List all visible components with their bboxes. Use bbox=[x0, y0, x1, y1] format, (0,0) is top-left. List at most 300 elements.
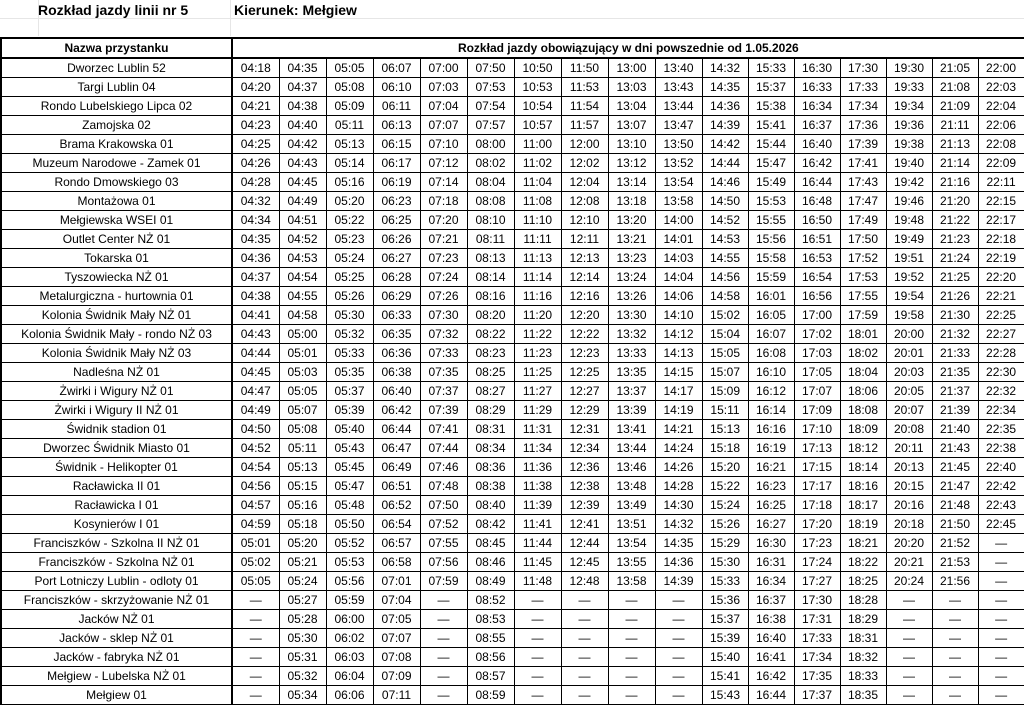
stop-name: Franciszków - Szkolna II NŻ 01 bbox=[1, 534, 232, 553]
departure-time: 15:26 bbox=[702, 515, 748, 534]
departure-time: 13:04 bbox=[608, 97, 655, 116]
departure-time: 13:40 bbox=[655, 58, 702, 78]
departure-time: 16:12 bbox=[748, 382, 794, 401]
stop-name: Jacków NŻ 01 bbox=[1, 610, 232, 629]
departure-time: 17:35 bbox=[794, 667, 840, 686]
departure-time: 07:26 bbox=[420, 287, 467, 306]
departure-time: 13:58 bbox=[655, 192, 702, 211]
departure-time: — bbox=[932, 686, 978, 705]
stop-name: Świdnik - Helikopter 01 bbox=[1, 458, 232, 477]
departure-time: — bbox=[886, 648, 932, 667]
stop-name: Jacków - fabryka NŻ 01 bbox=[1, 648, 232, 667]
departure-time: 11:20 bbox=[514, 306, 561, 325]
departure-time: 05:30 bbox=[279, 629, 326, 648]
departure-time: 07:03 bbox=[420, 78, 467, 97]
departure-time: 15:09 bbox=[702, 382, 748, 401]
table-row bbox=[1, 192, 1024, 211]
departure-time: — bbox=[886, 591, 932, 610]
table-row bbox=[1, 667, 1024, 686]
departure-time: — bbox=[978, 591, 1024, 610]
departure-time: — bbox=[978, 610, 1024, 629]
departure-time: — bbox=[608, 667, 655, 686]
departure-time: 14:52 bbox=[702, 211, 748, 230]
departure-time: — bbox=[932, 629, 978, 648]
departure-time: 05:23 bbox=[326, 230, 373, 249]
departure-time: 15:33 bbox=[748, 58, 794, 78]
departure-time: 15:41 bbox=[748, 116, 794, 135]
departure-time: 07:52 bbox=[420, 515, 467, 534]
departure-time: 13:47 bbox=[655, 116, 702, 135]
departure-time: 11:53 bbox=[561, 78, 608, 97]
stop-name: Dworzec Świdnik Miasto 01 bbox=[1, 439, 232, 458]
departure-time: 10:54 bbox=[514, 97, 561, 116]
departure-time: 22:32 bbox=[978, 382, 1024, 401]
departure-time: — bbox=[514, 648, 561, 667]
departure-time: 16:16 bbox=[748, 420, 794, 439]
departure-time: 18:25 bbox=[840, 572, 886, 591]
departure-time: 20:05 bbox=[886, 382, 932, 401]
departure-time: 08:53 bbox=[467, 610, 514, 629]
departure-time: 14:53 bbox=[702, 230, 748, 249]
departure-time: 14:15 bbox=[655, 363, 702, 382]
departure-time: 21:39 bbox=[932, 401, 978, 420]
departure-time: — bbox=[232, 667, 279, 686]
departure-time: 22:38 bbox=[978, 439, 1024, 458]
departure-time: 05:13 bbox=[279, 458, 326, 477]
departure-time: 07:39 bbox=[420, 401, 467, 420]
departure-time: 08:40 bbox=[467, 496, 514, 515]
departure-time: 16:53 bbox=[794, 249, 840, 268]
departure-time: — bbox=[420, 667, 467, 686]
departure-time: 17:33 bbox=[840, 78, 886, 97]
departure-time: 19:30 bbox=[886, 58, 932, 78]
departure-time: 12:00 bbox=[561, 135, 608, 154]
departure-time: 07:46 bbox=[420, 458, 467, 477]
departure-time: 20:08 bbox=[886, 420, 932, 439]
departure-time: 22:09 bbox=[978, 154, 1024, 173]
table-row bbox=[1, 154, 1024, 173]
departure-time: 17:18 bbox=[794, 496, 840, 515]
departure-time: 22:30 bbox=[978, 363, 1024, 382]
departure-time: 22:00 bbox=[978, 58, 1024, 78]
departure-time: 06:07 bbox=[373, 58, 420, 78]
departure-time: 10:53 bbox=[514, 78, 561, 97]
departure-time: — bbox=[420, 648, 467, 667]
departure-time: 07:04 bbox=[373, 591, 420, 610]
departure-time: 12:44 bbox=[561, 534, 608, 553]
departure-time: 16:44 bbox=[794, 173, 840, 192]
departure-time: — bbox=[514, 667, 561, 686]
departure-time: 18:28 bbox=[840, 591, 886, 610]
departure-time: 17:15 bbox=[794, 458, 840, 477]
departure-time: 05:24 bbox=[279, 572, 326, 591]
departure-time: 18:14 bbox=[840, 458, 886, 477]
departure-time: 16:10 bbox=[748, 363, 794, 382]
departure-time: 15:18 bbox=[702, 439, 748, 458]
stop-name: Żwirki i Wigury II NŻ 01 bbox=[1, 401, 232, 420]
departure-time: 15:36 bbox=[702, 591, 748, 610]
departure-time: — bbox=[655, 648, 702, 667]
departure-time: 22:20 bbox=[978, 268, 1024, 287]
departure-time: 06:00 bbox=[326, 610, 373, 629]
stop-name: Dworzec Lublin 52 bbox=[1, 58, 232, 78]
departure-time: 17:53 bbox=[840, 268, 886, 287]
departure-time: 14:46 bbox=[702, 173, 748, 192]
departure-time: 17:37 bbox=[794, 686, 840, 705]
timetable bbox=[0, 37, 1024, 705]
departure-time: 05:45 bbox=[326, 458, 373, 477]
table-row bbox=[1, 363, 1024, 382]
departure-time: 04:58 bbox=[279, 306, 326, 325]
departure-time: 15:39 bbox=[702, 629, 748, 648]
departure-time: 05:35 bbox=[326, 363, 373, 382]
departure-time: 07:32 bbox=[420, 325, 467, 344]
departure-time: 05:08 bbox=[279, 420, 326, 439]
departure-time: 05:20 bbox=[326, 192, 373, 211]
departure-time: 16:23 bbox=[748, 477, 794, 496]
departure-time: 13:10 bbox=[608, 135, 655, 154]
departure-time: 06:19 bbox=[373, 173, 420, 192]
departure-time: 16:30 bbox=[748, 534, 794, 553]
departure-time: 19:48 bbox=[886, 211, 932, 230]
departure-time: 14:36 bbox=[655, 553, 702, 572]
departure-time: — bbox=[232, 686, 279, 705]
departure-time: — bbox=[886, 686, 932, 705]
stop-name: Mełgiew - Lubelska NŻ 01 bbox=[1, 667, 232, 686]
departure-time: 05:21 bbox=[279, 553, 326, 572]
departure-time: 07:53 bbox=[467, 78, 514, 97]
departure-time: 06:35 bbox=[373, 325, 420, 344]
departure-time: 11:34 bbox=[514, 439, 561, 458]
departure-time: 13:48 bbox=[608, 477, 655, 496]
departure-time: 21:35 bbox=[932, 363, 978, 382]
table-row bbox=[1, 173, 1024, 192]
departure-time: — bbox=[232, 648, 279, 667]
grid-line bbox=[0, 18, 1024, 19]
departure-time: 13:55 bbox=[608, 553, 655, 572]
departure-time: 07:12 bbox=[420, 154, 467, 173]
departure-time: 12:04 bbox=[561, 173, 608, 192]
departure-time: 16:34 bbox=[748, 572, 794, 591]
departure-time: 11:27 bbox=[514, 382, 561, 401]
departure-time: 05:16 bbox=[326, 173, 373, 192]
departure-time: 14:39 bbox=[655, 572, 702, 591]
departure-time: 17:36 bbox=[840, 116, 886, 135]
departure-time: 08:38 bbox=[467, 477, 514, 496]
departure-time: — bbox=[514, 686, 561, 705]
departure-time: — bbox=[514, 629, 561, 648]
departure-time: 05:22 bbox=[326, 211, 373, 230]
departure-time: 13:50 bbox=[655, 135, 702, 154]
departure-time: 16:21 bbox=[748, 458, 794, 477]
departure-time: — bbox=[608, 686, 655, 705]
departure-time: 07:14 bbox=[420, 173, 467, 192]
departure-time: 12:13 bbox=[561, 249, 608, 268]
departure-time: 21:16 bbox=[932, 173, 978, 192]
departure-time: — bbox=[655, 667, 702, 686]
departure-time: 11:31 bbox=[514, 420, 561, 439]
departure-time: 05:33 bbox=[326, 344, 373, 363]
departure-time: 04:37 bbox=[232, 268, 279, 287]
departure-time: 05:48 bbox=[326, 496, 373, 515]
departure-time: 11:23 bbox=[514, 344, 561, 363]
departure-time: 05:00 bbox=[279, 325, 326, 344]
departure-time: 19:51 bbox=[886, 249, 932, 268]
departure-time: 07:54 bbox=[467, 97, 514, 116]
stop-name: Jacków - sklep NŻ 01 bbox=[1, 629, 232, 648]
departure-time: 14:39 bbox=[702, 116, 748, 135]
departure-time: 05:16 bbox=[279, 496, 326, 515]
stop-name: Franciszków - skrzyżowanie NŻ 01 bbox=[1, 591, 232, 610]
departure-time: 04:40 bbox=[279, 116, 326, 135]
departure-time: 13:18 bbox=[608, 192, 655, 211]
departure-time: 12:31 bbox=[561, 420, 608, 439]
table-row bbox=[1, 439, 1024, 458]
departure-time: 08:04 bbox=[467, 173, 514, 192]
departure-time: 22:34 bbox=[978, 401, 1024, 420]
departure-time: 20:01 bbox=[886, 344, 932, 363]
departure-time: — bbox=[561, 629, 608, 648]
departure-time: 06:47 bbox=[373, 439, 420, 458]
departure-time: 13:00 bbox=[608, 58, 655, 78]
departure-time: 21:23 bbox=[932, 230, 978, 249]
departure-time: 04:23 bbox=[232, 116, 279, 135]
departure-time: 08:46 bbox=[467, 553, 514, 572]
departure-time: 14:55 bbox=[702, 249, 748, 268]
departure-time: 17:33 bbox=[794, 629, 840, 648]
departure-time: 11:36 bbox=[514, 458, 561, 477]
departure-time: 18:35 bbox=[840, 686, 886, 705]
departure-time: 06:38 bbox=[373, 363, 420, 382]
departure-time: 06:17 bbox=[373, 154, 420, 173]
departure-time: 13:58 bbox=[608, 572, 655, 591]
departure-time: 04:45 bbox=[279, 173, 326, 192]
departure-time: 04:50 bbox=[232, 420, 279, 439]
departure-time: 13:03 bbox=[608, 78, 655, 97]
departure-time: 18:04 bbox=[840, 363, 886, 382]
departure-time: 14:35 bbox=[702, 78, 748, 97]
departure-time: — bbox=[561, 648, 608, 667]
departure-time: 05:08 bbox=[326, 78, 373, 97]
departure-time: 04:44 bbox=[232, 344, 279, 363]
departure-time: 05:09 bbox=[326, 97, 373, 116]
departure-time: 06:44 bbox=[373, 420, 420, 439]
table-row bbox=[1, 477, 1024, 496]
departure-time: 15:55 bbox=[748, 211, 794, 230]
departure-time: 05:53 bbox=[326, 553, 373, 572]
departure-time: 13:39 bbox=[608, 401, 655, 420]
departure-time: — bbox=[932, 610, 978, 629]
departure-time: 06:40 bbox=[373, 382, 420, 401]
departure-time: 07:11 bbox=[373, 686, 420, 705]
departure-time: 07:08 bbox=[373, 648, 420, 667]
departure-time: 07:05 bbox=[373, 610, 420, 629]
departure-time: 08:13 bbox=[467, 249, 514, 268]
departure-time: 04:37 bbox=[279, 78, 326, 97]
departure-time: 08:20 bbox=[467, 306, 514, 325]
departure-time: 18:19 bbox=[840, 515, 886, 534]
departure-time: 14:26 bbox=[655, 458, 702, 477]
departure-time: 13:52 bbox=[655, 154, 702, 173]
stop-name: Muzeum Narodowe - Zamek 01 bbox=[1, 154, 232, 173]
departure-time: 12:38 bbox=[561, 477, 608, 496]
departure-time: 08:45 bbox=[467, 534, 514, 553]
departure-time: 07:35 bbox=[420, 363, 467, 382]
departure-time: 07:48 bbox=[420, 477, 467, 496]
departure-time: 04:57 bbox=[232, 496, 279, 515]
departure-time: 13:24 bbox=[608, 268, 655, 287]
departure-time: 04:21 bbox=[232, 97, 279, 116]
departure-time: 14:04 bbox=[655, 268, 702, 287]
departure-time: 04:35 bbox=[232, 230, 279, 249]
departure-time: 16:42 bbox=[794, 154, 840, 173]
departure-time: 14:44 bbox=[702, 154, 748, 173]
departure-time: 11:00 bbox=[514, 135, 561, 154]
departure-time: 04:20 bbox=[232, 78, 279, 97]
departure-time: 22:19 bbox=[978, 249, 1024, 268]
table-row bbox=[1, 116, 1024, 135]
departure-time: 11:14 bbox=[514, 268, 561, 287]
departure-time: 21:26 bbox=[932, 287, 978, 306]
departure-time: 04:43 bbox=[232, 325, 279, 344]
departure-time: 05:05 bbox=[232, 572, 279, 591]
departure-time: 14:06 bbox=[655, 287, 702, 306]
departure-time: 08:59 bbox=[467, 686, 514, 705]
departure-time: 05:26 bbox=[326, 287, 373, 306]
grid-line bbox=[230, 0, 231, 36]
departure-time: 06:57 bbox=[373, 534, 420, 553]
departure-time: 08:02 bbox=[467, 154, 514, 173]
departure-time: 14:13 bbox=[655, 344, 702, 363]
departure-time: 06:54 bbox=[373, 515, 420, 534]
departure-time: 11:13 bbox=[514, 249, 561, 268]
table-row bbox=[1, 249, 1024, 268]
departure-time: 16:34 bbox=[794, 97, 840, 116]
stop-name: Kolonia Świdnik Mały - rondo NŻ 03 bbox=[1, 325, 232, 344]
departure-time: 13:44 bbox=[608, 439, 655, 458]
departure-time: 08:14 bbox=[467, 268, 514, 287]
departure-time: 22:06 bbox=[978, 116, 1024, 135]
departure-time: — bbox=[978, 648, 1024, 667]
departure-time: — bbox=[655, 629, 702, 648]
departure-time: 08:27 bbox=[467, 382, 514, 401]
departure-time: 15:58 bbox=[748, 249, 794, 268]
departure-time: 11:16 bbox=[514, 287, 561, 306]
departure-time: 14:03 bbox=[655, 249, 702, 268]
departure-time: 16:30 bbox=[794, 58, 840, 78]
departure-time: 05:11 bbox=[279, 439, 326, 458]
departure-time: 08:36 bbox=[467, 458, 514, 477]
departure-time: 22:25 bbox=[978, 306, 1024, 325]
departure-time: 06:13 bbox=[373, 116, 420, 135]
departure-time: 20:13 bbox=[886, 458, 932, 477]
departure-time: 08:34 bbox=[467, 439, 514, 458]
table-row bbox=[1, 534, 1024, 553]
departure-time: 04:54 bbox=[279, 268, 326, 287]
stop-name: Racławicka I 01 bbox=[1, 496, 232, 515]
departure-time: 08:56 bbox=[467, 648, 514, 667]
departure-time: 22:27 bbox=[978, 325, 1024, 344]
departure-time: 21:05 bbox=[932, 58, 978, 78]
departure-time: 05:30 bbox=[326, 306, 373, 325]
departure-time: 07:20 bbox=[420, 211, 467, 230]
departure-time: 05:05 bbox=[279, 382, 326, 401]
departure-time: 08:55 bbox=[467, 629, 514, 648]
departure-time: 20:03 bbox=[886, 363, 932, 382]
departure-time: 12:22 bbox=[561, 325, 608, 344]
departure-time: 08:31 bbox=[467, 420, 514, 439]
departure-time: 06:42 bbox=[373, 401, 420, 420]
departure-time: 04:56 bbox=[232, 477, 279, 496]
departure-time: — bbox=[232, 591, 279, 610]
departure-time: — bbox=[608, 629, 655, 648]
timetable-body bbox=[1, 58, 1024, 705]
departure-time: 20:18 bbox=[886, 515, 932, 534]
stop-name: Świdnik stadion 01 bbox=[1, 420, 232, 439]
departure-time: 05:13 bbox=[326, 135, 373, 154]
departure-time: 11:45 bbox=[514, 553, 561, 572]
departure-time: 12:11 bbox=[561, 230, 608, 249]
table-row bbox=[1, 135, 1024, 154]
departure-time: 10:50 bbox=[514, 58, 561, 78]
departure-time: 08:00 bbox=[467, 135, 514, 154]
departure-time: 20:16 bbox=[886, 496, 932, 515]
departure-time: 08:42 bbox=[467, 515, 514, 534]
departure-time: 13:21 bbox=[608, 230, 655, 249]
table-row bbox=[1, 591, 1024, 610]
departure-time: 18:08 bbox=[840, 401, 886, 420]
departure-time: 13:41 bbox=[608, 420, 655, 439]
departure-time: 07:09 bbox=[373, 667, 420, 686]
table-row bbox=[1, 572, 1024, 591]
departure-time: 13:14 bbox=[608, 173, 655, 192]
departure-time: 17:24 bbox=[794, 553, 840, 572]
stop-name: Rondo Dmowskiego 03 bbox=[1, 173, 232, 192]
departure-time: 21:47 bbox=[932, 477, 978, 496]
departure-time: 15:37 bbox=[748, 78, 794, 97]
table-row bbox=[1, 629, 1024, 648]
table-row bbox=[1, 496, 1024, 515]
departure-time: 05:39 bbox=[326, 401, 373, 420]
departure-time: 16:08 bbox=[748, 344, 794, 363]
departure-time: 17:09 bbox=[794, 401, 840, 420]
departure-time: 18:29 bbox=[840, 610, 886, 629]
departure-time: 17:43 bbox=[840, 173, 886, 192]
table-row bbox=[1, 230, 1024, 249]
departure-time: 05:50 bbox=[326, 515, 373, 534]
departure-time: 07:44 bbox=[420, 439, 467, 458]
departure-time: 06:27 bbox=[373, 249, 420, 268]
departure-time: 04:25 bbox=[232, 135, 279, 154]
stop-name: Kosynierów I 01 bbox=[1, 515, 232, 534]
departure-time: 04:28 bbox=[232, 173, 279, 192]
departure-time: — bbox=[561, 591, 608, 610]
departure-time: 04:26 bbox=[232, 154, 279, 173]
departure-time: 18:21 bbox=[840, 534, 886, 553]
departure-time: 17:10 bbox=[794, 420, 840, 439]
departure-time: 17:30 bbox=[794, 591, 840, 610]
stop-name: Brama Krakowska 01 bbox=[1, 135, 232, 154]
departure-time: 13:49 bbox=[608, 496, 655, 515]
departure-time: 11:29 bbox=[514, 401, 561, 420]
departure-time: 08:22 bbox=[467, 325, 514, 344]
table-row bbox=[1, 515, 1024, 534]
departure-time: 07:04 bbox=[420, 97, 467, 116]
departure-time: 05:31 bbox=[279, 648, 326, 667]
departure-time: 16:40 bbox=[794, 135, 840, 154]
departure-time: 21:48 bbox=[932, 496, 978, 515]
departure-time: 10:57 bbox=[514, 116, 561, 135]
